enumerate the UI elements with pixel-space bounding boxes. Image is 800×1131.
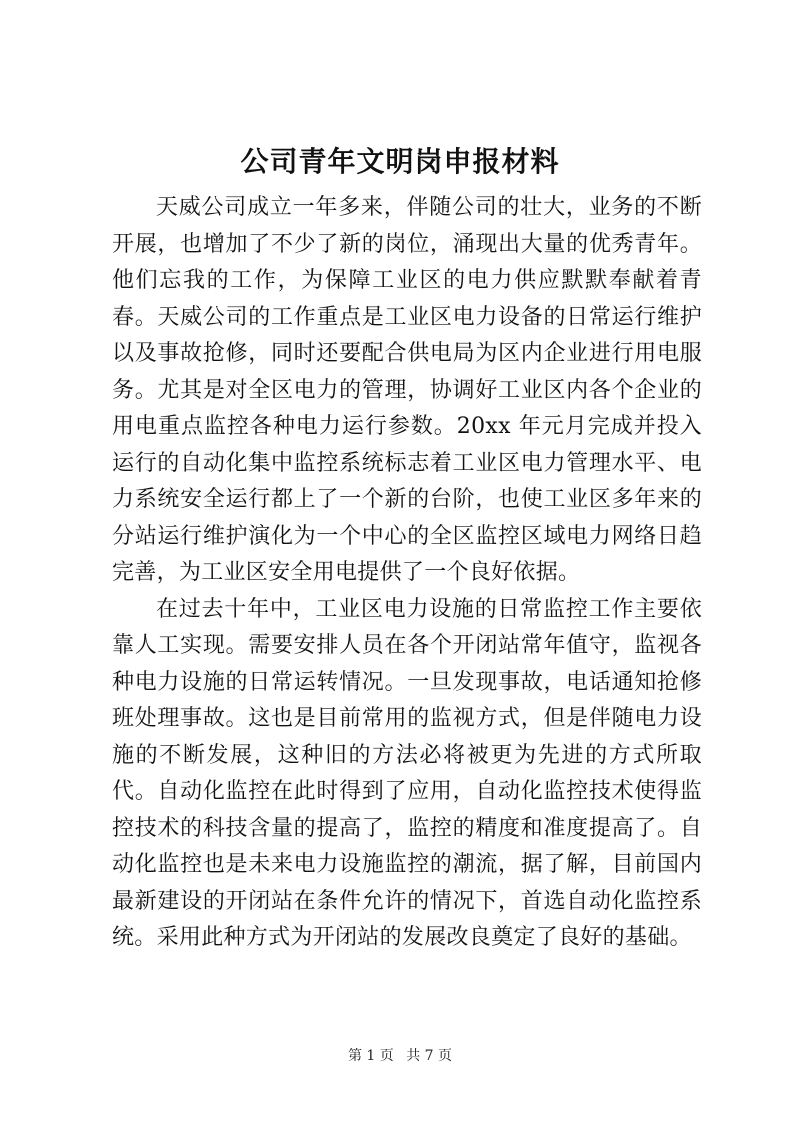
- page-number: 第 1 页: [347, 1048, 394, 1064]
- page-total: 共 7 页: [406, 1048, 453, 1064]
- document-title: 公司青年文明岗申报材料: [240, 145, 560, 178]
- document-body: [112, 190, 702, 957]
- paragraph: 天威公司成立一年多来，伴随公司的壮大，业务的不断开展，也增加了不少了新的岗位，涌现出大量的优秀青年。他们忘我的工作，为保障工业区的电力供应默默奉献着青春。天威公司的工作重点是工业区电力设备的日常运行维护以及事故抢修，同时还要配合供电局为区内企业进行用电服务。尤其是对全区电力的管理，协调好工业区内各个企业的用电重点监控各种电力运行参数。20xx 年元月完成并投入运行的自动化集中监控系统标志着工业区电力管理水平、电力系统安全运行都上了一个新的台阶，也使工业区多年来的分站运行维护演化为一个中心的全区监控区域电力网络日趋完善，为工业区安全用电提供了一个良好依据。: [112, 195, 702, 585]
- page-footer: [0, 1046, 800, 1066]
- paragraph: 在过去十年中，工业区电力设施的日常监控工作主要依靠人工实现。需要安排人员在各个开闭站常年值守，监视各种电力设施的日常运转情况。一旦发现事故，电话通知抢修班处理事故。这也是目前常用的监视方式，但是伴随电力设施的不断发展，这种旧的方法必将被更为先进的方式所取代。自动化监控在此时得到了应用，自动化监控技术使得监控技术的科技含量的提高了，监控的精度和准度提高了。自动化监控也是未来电力设施监控的潮流，据了解，目前国内最新建设的开闭站在条件允许的情况下，首选自动化监控系统。采用此种方式为开闭站的发展改良奠定了良好的基础。: [112, 596, 702, 950]
